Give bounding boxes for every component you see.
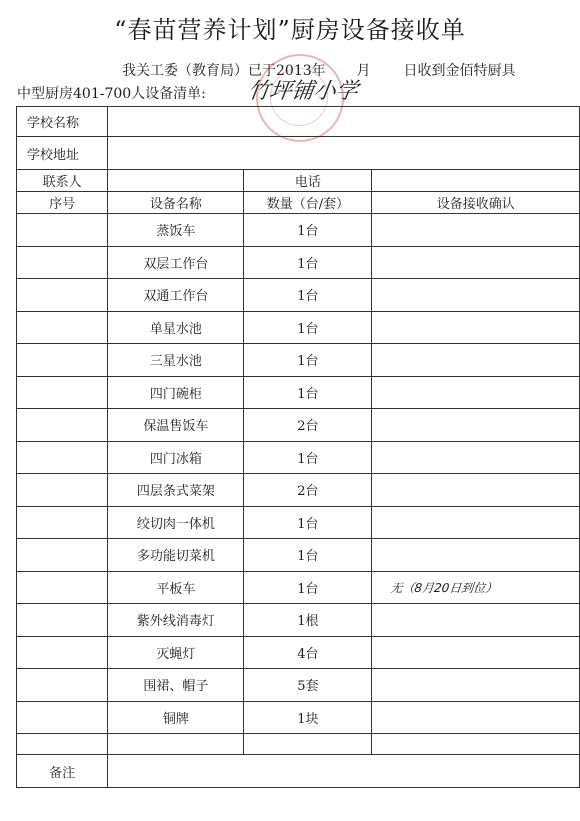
equipment-row <box>17 441 580 474</box>
equipment-name: 双通工作台 <box>108 279 244 312</box>
equipment-name: 铜牌 <box>108 701 244 734</box>
school-address-label: 学校地址 <box>17 137 108 170</box>
school-address-value[interactable] <box>108 137 580 170</box>
equipment-name: 蒸饭车 <box>108 214 244 247</box>
equipment-confirm[interactable] <box>370 279 580 312</box>
contact-label: 联系人 <box>17 170 108 192</box>
school-name-row <box>17 107 580 137</box>
equipment-name: 灭蝇灯 <box>108 636 244 669</box>
equipment-name: 四门碗柜 <box>108 376 244 409</box>
equipment-index[interactable] <box>17 344 108 377</box>
remarks-label: 备注 <box>17 755 108 788</box>
equipment-index[interactable] <box>17 474 108 507</box>
equipment-confirm[interactable] <box>370 376 580 409</box>
equipment-confirm[interactable] <box>370 506 580 539</box>
equipment-name: 平板车 <box>108 571 244 604</box>
equipment-index[interactable] <box>17 311 108 344</box>
equipment-qty: 1根 <box>244 604 372 637</box>
equipment-row <box>17 669 580 702</box>
equipment-row <box>17 376 580 409</box>
column-header-row <box>17 192 580 214</box>
equipment-qty: 5套 <box>244 669 372 702</box>
blank-cell[interactable] <box>17 734 108 755</box>
equipment-confirm[interactable] <box>370 441 580 474</box>
equipment-name: 三星水池 <box>108 344 244 377</box>
equipment-row <box>17 311 580 344</box>
equipment-row <box>17 246 580 279</box>
equipment-row <box>17 279 580 312</box>
equipment-index[interactable] <box>17 506 108 539</box>
equipment-qty: 2台 <box>244 409 372 442</box>
contact-row <box>17 170 580 192</box>
equipment-index[interactable] <box>17 441 108 474</box>
school-name-label: 学校名称 <box>17 107 108 137</box>
blank-row <box>17 734 580 755</box>
equipment-name: 紫外线消毒灯 <box>108 604 244 637</box>
equipment-index[interactable] <box>17 636 108 669</box>
equipment-row <box>17 344 580 377</box>
column-header-confirm: 设备接收确认 <box>372 192 580 214</box>
equipment-index[interactable] <box>17 376 108 409</box>
receipt-statement-month: 月 <box>356 63 371 79</box>
column-header-qty: 数量（台/套） <box>244 192 372 214</box>
equipment-index[interactable] <box>17 279 108 312</box>
equipment-confirm[interactable] <box>370 701 580 734</box>
receipt-statement-part1: 我关工委（教育局）已于2013年 <box>122 63 326 79</box>
equipment-confirm[interactable] <box>370 246 580 279</box>
phone-label: 电话 <box>244 170 372 192</box>
equipment-confirm[interactable] <box>370 669 580 702</box>
remarks-value[interactable] <box>108 755 580 788</box>
equipment-row <box>17 636 580 669</box>
equipment-index[interactable] <box>17 604 108 637</box>
equipment-row <box>17 474 580 507</box>
equipment-index[interactable] <box>17 669 108 702</box>
equipment-qty: 1台 <box>244 344 372 377</box>
equipment-name: 双层工作台 <box>108 246 244 279</box>
equipment-receipt-table <box>16 106 580 788</box>
equipment-row <box>17 506 580 539</box>
remarks-row <box>17 755 580 788</box>
phone-value[interactable] <box>372 170 580 192</box>
equipment-confirm[interactable]: 无（8月20日到位） <box>370 571 580 604</box>
equipment-qty: 1块 <box>244 701 372 734</box>
blank-cell[interactable] <box>108 734 244 755</box>
equipment-row <box>17 409 580 442</box>
school-name-handwritten: 竹坪铺小学 <box>245 79 360 104</box>
equipment-index[interactable] <box>17 571 108 604</box>
equipment-index[interactable] <box>17 539 108 572</box>
equipment-row <box>17 701 580 734</box>
equipment-index[interactable] <box>17 701 108 734</box>
equipment-list-heading: 中型厨房401-700人设备清单: <box>17 86 206 102</box>
equipment-qty: 1台 <box>244 246 372 279</box>
document-title: “春苗营养计划”厨房设备接收单 <box>114 16 466 44</box>
contact-value[interactable] <box>108 170 244 192</box>
equipment-confirm[interactable] <box>370 636 580 669</box>
school-address-row <box>17 137 580 170</box>
equipment-qty: 1台 <box>244 571 372 604</box>
equipment-name: 围裙、帽子 <box>108 669 244 702</box>
equipment-qty: 1台 <box>244 441 372 474</box>
equipment-confirm[interactable] <box>370 344 580 377</box>
blank-cell[interactable] <box>372 734 580 755</box>
equipment-row <box>17 604 580 637</box>
equipment-name: 四门冰箱 <box>108 441 244 474</box>
equipment-index[interactable] <box>17 214 108 247</box>
equipment-confirm[interactable] <box>370 214 580 247</box>
equipment-qty: 1台 <box>244 311 372 344</box>
equipment-confirm[interactable] <box>370 311 580 344</box>
equipment-qty: 1台 <box>244 376 372 409</box>
equipment-qty: 1台 <box>244 506 372 539</box>
equipment-name: 绞切肉一体机 <box>108 506 244 539</box>
equipment-index[interactable] <box>17 409 108 442</box>
equipment-qty: 2台 <box>244 474 372 507</box>
equipment-confirm[interactable] <box>370 409 580 442</box>
school-name-value[interactable] <box>108 107 580 137</box>
column-header-name: 设备名称 <box>108 192 244 214</box>
equipment-index[interactable] <box>17 246 108 279</box>
receipt-statement-part2: 日收到金佰特厨具 <box>403 63 516 79</box>
equipment-qty: 4台 <box>244 636 372 669</box>
equipment-confirm[interactable] <box>370 604 580 637</box>
equipment-row <box>17 571 580 604</box>
equipment-name: 多功能切菜机 <box>108 539 244 572</box>
equipment-name: 保温售饭车 <box>108 409 244 442</box>
equipment-name: 单星水池 <box>108 311 244 344</box>
blank-cell[interactable] <box>244 734 372 755</box>
equipment-row <box>17 214 580 247</box>
equipment-qty: 1台 <box>244 214 372 247</box>
column-header-index: 序号 <box>17 192 108 214</box>
equipment-name: 四层条式菜架 <box>108 474 244 507</box>
equipment-row <box>17 539 580 572</box>
equipment-qty: 1台 <box>244 539 372 572</box>
equipment-confirm[interactable] <box>370 474 580 507</box>
equipment-confirm[interactable] <box>370 539 580 572</box>
equipment-qty: 1台 <box>244 279 372 312</box>
